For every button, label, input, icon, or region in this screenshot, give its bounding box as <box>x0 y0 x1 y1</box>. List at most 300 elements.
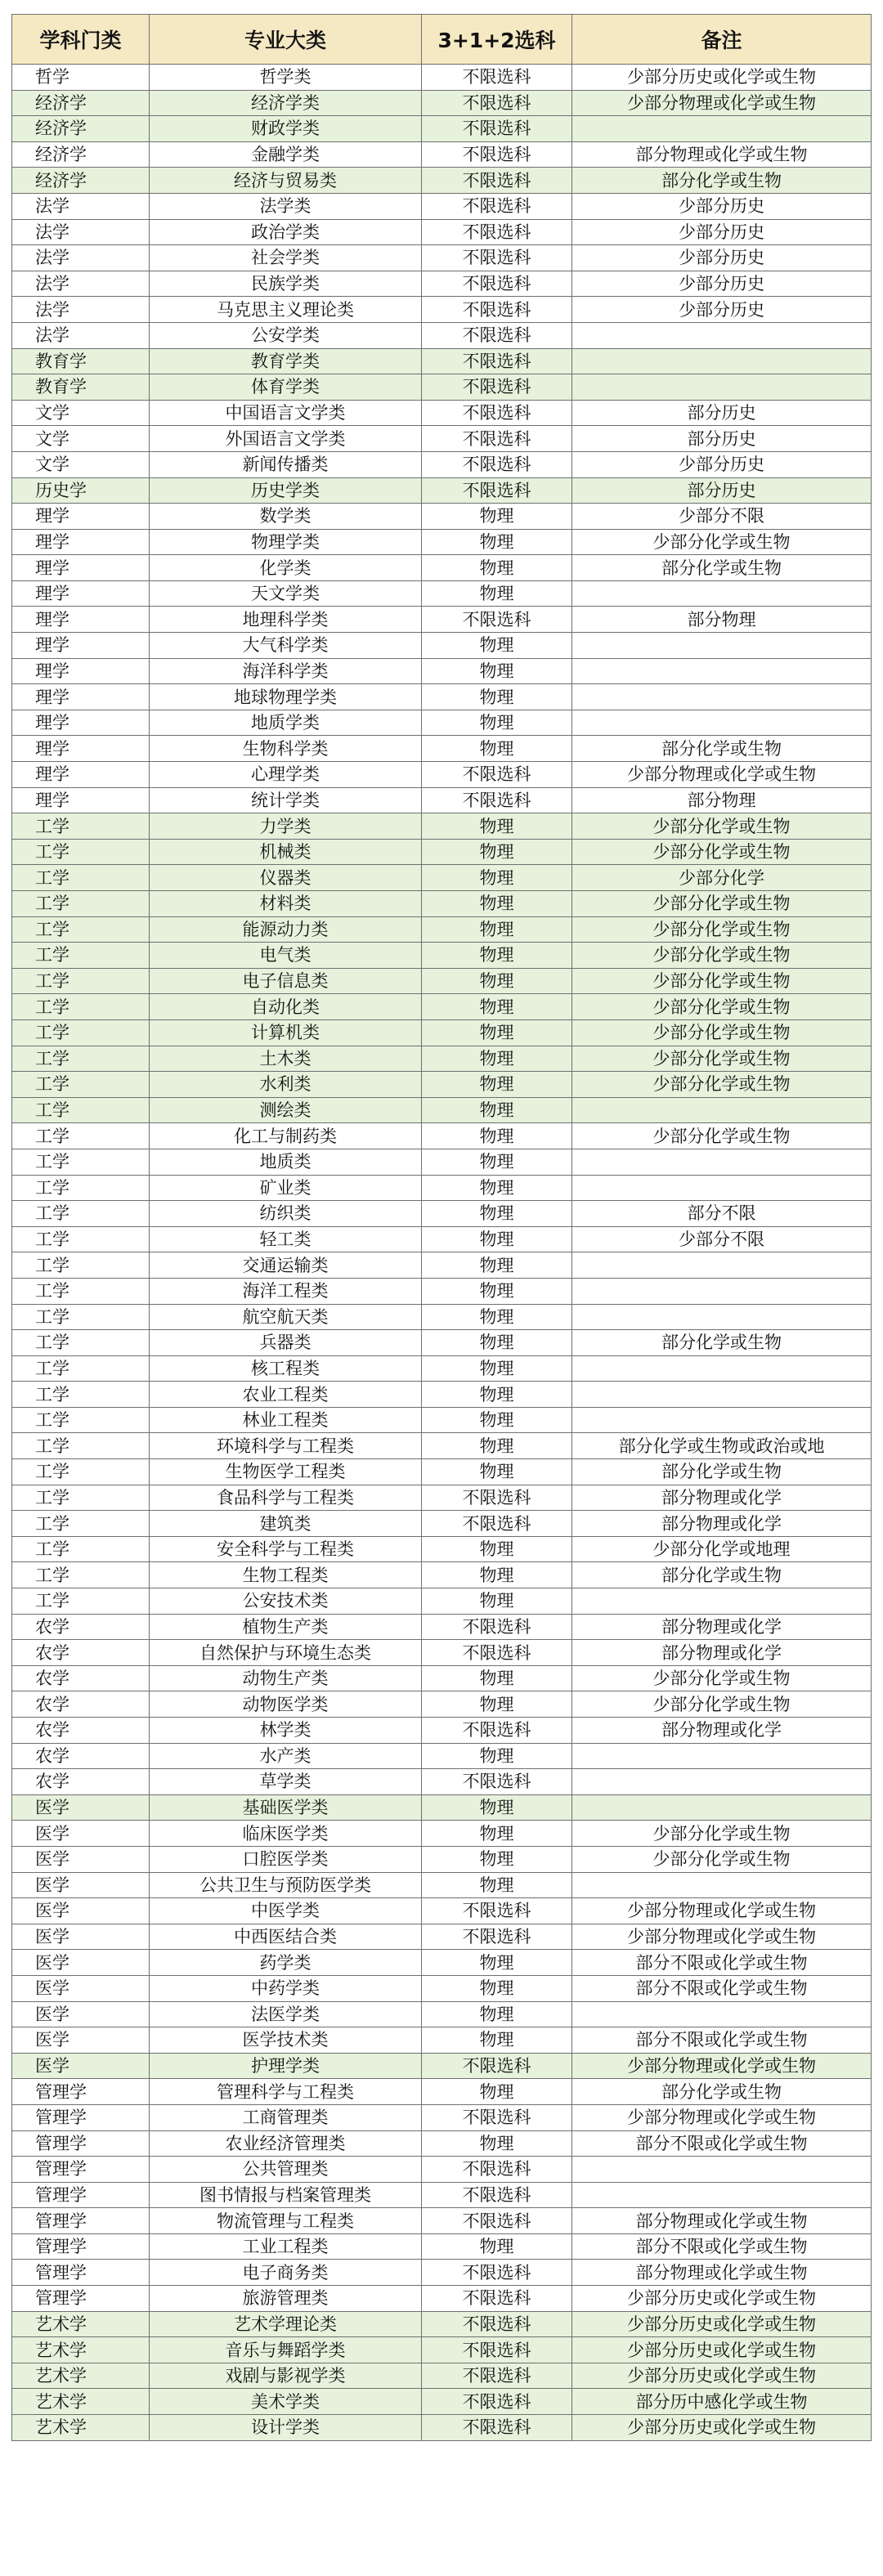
cell-remarks: 少部分化学或生物 <box>572 1019 872 1046</box>
cell-subject-selection: 物理 <box>422 1175 572 1201</box>
table-row <box>12 865 872 891</box>
cell-remarks <box>572 1794 872 1821</box>
cell-discipline: 理学 <box>12 658 150 684</box>
cell-discipline: 管理学 <box>12 2079 150 2105</box>
cell-remarks <box>572 633 872 659</box>
cell-discipline: 农学 <box>12 1614 150 1640</box>
cell-remarks <box>572 2001 872 2027</box>
table-row <box>12 2053 872 2079</box>
cell-major-category: 工业工程类 <box>150 2233 422 2260</box>
cell-discipline: 理学 <box>12 633 150 659</box>
cell-subject-selection: 不限选科 <box>422 2389 572 2415</box>
cell-discipline: 教育学 <box>12 374 150 401</box>
cell-remarks <box>572 1872 872 1898</box>
cell-subject-selection: 物理 <box>422 1355 572 1382</box>
cell-remarks <box>572 658 872 684</box>
cell-discipline: 医学 <box>12 2053 150 2079</box>
cell-discipline: 艺术学 <box>12 2337 150 2363</box>
cell-major-category: 大气科学类 <box>150 633 422 659</box>
cell-discipline: 工学 <box>12 1304 150 1330</box>
cell-remarks: 部分物理或化学或生物 <box>572 2260 872 2286</box>
cell-remarks <box>572 116 872 142</box>
table-row <box>12 400 872 426</box>
cell-discipline: 农学 <box>12 1718 150 1744</box>
cell-discipline: 艺术学 <box>12 2415 150 2441</box>
cell-subject-selection: 不限选科 <box>422 787 572 813</box>
cell-subject-selection: 物理 <box>422 2027 572 2054</box>
cell-discipline: 工学 <box>12 1123 150 1149</box>
cell-subject-selection: 物理 <box>422 2079 572 2105</box>
cell-major-category: 工商管理类 <box>150 2104 422 2130</box>
cell-major-category: 公共卫生与预防医学类 <box>150 1872 422 1898</box>
cell-discipline: 工学 <box>12 1330 150 1356</box>
cell-major-category: 金融学类 <box>150 141 422 168</box>
cell-subject-selection: 不限选科 <box>422 219 572 245</box>
cell-discipline: 农学 <box>12 1743 150 1769</box>
cell-major-category: 农业工程类 <box>150 1382 422 1408</box>
table-row <box>12 1382 872 1408</box>
cell-remarks: 部分化学或生物 <box>572 1330 872 1356</box>
cell-discipline: 经济学 <box>12 141 150 168</box>
table-row <box>12 684 872 710</box>
cell-remarks: 少部分不限 <box>572 1226 872 1252</box>
cell-remarks <box>572 1769 872 1795</box>
cell-subject-selection: 不限选科 <box>422 1924 572 1950</box>
table-row <box>12 1330 872 1356</box>
cell-remarks: 部分物理或化学或生物 <box>572 2208 872 2234</box>
cell-major-category: 植物生产类 <box>150 1614 422 1640</box>
table-row <box>12 271 872 297</box>
cell-discipline: 农学 <box>12 1640 150 1666</box>
cell-discipline: 文学 <box>12 400 150 426</box>
table-row <box>12 1691 872 1718</box>
cell-subject-selection: 不限选科 <box>422 2311 572 2337</box>
cell-discipline: 工学 <box>12 1382 150 1408</box>
cell-remarks: 部分历史 <box>572 400 872 426</box>
cell-remarks: 部分化学或生物 <box>572 555 872 581</box>
table-row <box>12 1123 872 1149</box>
table-row <box>12 504 872 530</box>
cell-remarks: 少部分历史 <box>572 451 872 477</box>
cell-subject-selection: 不限选科 <box>422 1898 572 1924</box>
header-subject-selection: 3+1+2选科 <box>422 15 572 65</box>
cell-major-category: 物流管理与工程类 <box>150 2208 422 2234</box>
cell-subject-selection: 不限选科 <box>422 1718 572 1744</box>
cell-discipline: 管理学 <box>12 2208 150 2234</box>
cell-subject-selection: 物理 <box>422 1794 572 1821</box>
cell-remarks <box>572 1407 872 1433</box>
table-row <box>12 891 872 917</box>
table-row <box>12 1252 872 1279</box>
cell-discipline: 法学 <box>12 297 150 323</box>
cell-remarks: 部分化学或生物 <box>572 736 872 762</box>
cell-subject-selection: 不限选科 <box>422 477 572 504</box>
cell-subject-selection: 不限选科 <box>422 2260 572 2286</box>
cell-subject-selection: 物理 <box>422 1562 572 1588</box>
cell-major-category: 地球物理学类 <box>150 684 422 710</box>
table-row <box>12 451 872 477</box>
cell-subject-selection: 物理 <box>422 1278 572 1304</box>
cell-subject-selection: 物理 <box>422 736 572 762</box>
cell-subject-selection: 不限选科 <box>422 322 572 348</box>
cell-remarks: 少部分历史或化学或生物 <box>572 2311 872 2337</box>
cell-subject-selection: 物理 <box>422 891 572 917</box>
cell-major-category: 自然保护与环境生态类 <box>150 1640 422 1666</box>
cell-subject-selection: 物理 <box>422 1536 572 1562</box>
cell-subject-selection: 物理 <box>422 943 572 969</box>
cell-discipline: 管理学 <box>12 2104 150 2130</box>
table-row <box>12 1175 872 1201</box>
cell-discipline: 法学 <box>12 322 150 348</box>
cell-discipline: 工学 <box>12 865 150 891</box>
cell-major-category: 草学类 <box>150 1769 422 1795</box>
cell-discipline: 工学 <box>12 1019 150 1046</box>
table-row <box>12 994 872 1020</box>
cell-major-category: 纺织类 <box>150 1201 422 1227</box>
cell-remarks: 部分物理或化学或生物 <box>572 141 872 168</box>
cell-subject-selection: 物理 <box>422 1330 572 1356</box>
cell-remarks: 部分化学或生物 <box>572 2079 872 2105</box>
cell-subject-selection: 不限选科 <box>422 1769 572 1795</box>
table-row <box>12 813 872 840</box>
cell-subject-selection: 不限选科 <box>422 65 572 91</box>
cell-remarks: 少部分历史或化学或生物 <box>572 2363 872 2389</box>
cell-remarks <box>572 1743 872 1769</box>
cell-discipline: 工学 <box>12 943 150 969</box>
cell-discipline: 理学 <box>12 607 150 633</box>
cell-major-category: 口腔医学类 <box>150 1846 422 1872</box>
cell-remarks: 少部分历史或化学或生物 <box>572 65 872 91</box>
cell-subject-selection: 物理 <box>422 633 572 659</box>
table-row <box>12 1924 872 1950</box>
table-row <box>12 2001 872 2027</box>
table-row <box>12 297 872 323</box>
table-row <box>12 1562 872 1588</box>
cell-discipline: 农学 <box>12 1769 150 1795</box>
cell-subject-selection: 物理 <box>422 865 572 891</box>
table-row <box>12 2311 872 2337</box>
cell-subject-selection: 物理 <box>422 1304 572 1330</box>
table-row <box>12 348 872 374</box>
cell-remarks <box>572 1278 872 1304</box>
cell-major-category: 生物工程类 <box>150 1562 422 1588</box>
cell-discipline: 理学 <box>12 529 150 555</box>
cell-major-category: 马克思主义理论类 <box>150 297 422 323</box>
cell-major-category: 海洋工程类 <box>150 1278 422 1304</box>
cell-subject-selection: 物理 <box>422 1872 572 1898</box>
cell-subject-selection: 不限选科 <box>422 2208 572 2234</box>
table-row <box>12 2208 872 2234</box>
cell-major-category: 力学类 <box>150 813 422 840</box>
cell-subject-selection: 不限选科 <box>422 2053 572 2079</box>
cell-discipline: 文学 <box>12 426 150 452</box>
cell-remarks: 少部分化学或生物 <box>572 1821 872 1847</box>
cell-remarks: 少部分化学或生物 <box>572 839 872 865</box>
table-row <box>12 2182 872 2208</box>
table-row <box>12 1718 872 1744</box>
table-row <box>12 710 872 736</box>
cell-subject-selection: 不限选科 <box>422 297 572 323</box>
cell-discipline: 经济学 <box>12 116 150 142</box>
cell-discipline: 工学 <box>12 1201 150 1227</box>
cell-discipline: 文学 <box>12 451 150 477</box>
cell-remarks <box>572 1304 872 1330</box>
cell-discipline: 工学 <box>12 916 150 943</box>
cell-remarks: 部分物理或化学 <box>572 1718 872 1744</box>
cell-subject-selection: 物理 <box>422 1407 572 1433</box>
cell-major-category: 建筑类 <box>150 1511 422 1537</box>
cell-major-category: 音乐与舞蹈学类 <box>150 2337 422 2363</box>
cell-subject-selection: 物理 <box>422 2001 572 2027</box>
header-remarks: 备注 <box>572 15 872 65</box>
cell-major-category: 林业工程类 <box>150 1407 422 1433</box>
cell-discipline: 工学 <box>12 891 150 917</box>
header-major-category: 专业大类 <box>150 15 422 65</box>
cell-discipline: 工学 <box>12 1226 150 1252</box>
cell-remarks: 少部分历史 <box>572 193 872 219</box>
cell-subject-selection: 物理 <box>422 968 572 994</box>
cell-major-category: 哲学类 <box>150 65 422 91</box>
cell-discipline: 医学 <box>12 2027 150 2054</box>
cell-discipline: 工学 <box>12 1459 150 1485</box>
cell-remarks: 部分不限或化学或生物 <box>572 2027 872 2054</box>
cell-discipline: 农学 <box>12 1691 150 1718</box>
table-row <box>12 1019 872 1046</box>
cell-major-category: 设计学类 <box>150 2415 422 2441</box>
cell-major-category: 统计学类 <box>150 787 422 813</box>
cell-major-category: 药学类 <box>150 1950 422 1976</box>
cell-discipline: 管理学 <box>12 2130 150 2157</box>
cell-major-category: 水产类 <box>150 1743 422 1769</box>
cell-remarks: 部分物理 <box>572 607 872 633</box>
cell-subject-selection: 不限选科 <box>422 141 572 168</box>
cell-major-category: 仪器类 <box>150 865 422 891</box>
cell-discipline: 法学 <box>12 271 150 297</box>
table-row <box>12 2130 872 2157</box>
cell-subject-selection: 不限选科 <box>422 2415 572 2441</box>
table-row <box>12 2337 872 2363</box>
cell-remarks <box>572 1382 872 1408</box>
cell-discipline: 工学 <box>12 1252 150 1279</box>
cell-remarks: 少部分化学或生物 <box>572 1123 872 1149</box>
cell-discipline: 艺术学 <box>12 2363 150 2389</box>
table-row <box>12 219 872 245</box>
table-row <box>12 2027 872 2054</box>
table-row <box>12 736 872 762</box>
cell-subject-selection: 物理 <box>422 1201 572 1227</box>
cell-subject-selection: 物理 <box>422 684 572 710</box>
cell-remarks: 少部分历史 <box>572 271 872 297</box>
cell-remarks: 部分化学或生物或政治或地 <box>572 1433 872 1459</box>
cell-major-category: 动物医学类 <box>150 1691 422 1718</box>
cell-major-category: 核工程类 <box>150 1355 422 1382</box>
cell-subject-selection: 不限选科 <box>422 2104 572 2130</box>
cell-remarks <box>572 322 872 348</box>
cell-discipline: 工学 <box>12 1562 150 1588</box>
table-row <box>12 2233 872 2260</box>
cell-subject-selection: 物理 <box>422 994 572 1020</box>
cell-remarks: 部分物理或化学 <box>572 1511 872 1537</box>
table-row <box>12 1536 872 1562</box>
cell-major-category: 生物医学工程类 <box>150 1459 422 1485</box>
cell-remarks: 少部分化学或生物 <box>572 529 872 555</box>
cell-remarks: 部分物理 <box>572 787 872 813</box>
cell-major-category: 生物科学类 <box>150 736 422 762</box>
cell-subject-selection: 不限选科 <box>422 374 572 401</box>
cell-subject-selection: 不限选科 <box>422 1511 572 1537</box>
cell-major-category: 体育学类 <box>150 374 422 401</box>
cell-remarks <box>572 1097 872 1123</box>
cell-major-category: 基础医学类 <box>150 1794 422 1821</box>
cell-subject-selection: 不限选科 <box>422 1614 572 1640</box>
table-row <box>12 322 872 348</box>
cell-major-category: 轻工类 <box>150 1226 422 1252</box>
cell-remarks: 少部分化学或生物 <box>572 813 872 840</box>
cell-major-category: 法医学类 <box>150 2001 422 2027</box>
cell-subject-selection: 不限选科 <box>422 245 572 271</box>
cell-subject-selection: 不限选科 <box>422 607 572 633</box>
cell-major-category: 经济学类 <box>150 90 422 116</box>
table-row <box>12 1355 872 1382</box>
cell-major-category: 自动化类 <box>150 994 422 1020</box>
cell-remarks: 少部分化学或生物 <box>572 1046 872 1072</box>
cell-subject-selection: 物理 <box>422 1950 572 1976</box>
cell-subject-selection: 物理 <box>422 1123 572 1149</box>
cell-subject-selection: 物理 <box>422 529 572 555</box>
cell-discipline: 理学 <box>12 504 150 530</box>
cell-major-category: 财政学类 <box>150 116 422 142</box>
cell-major-category: 测绘类 <box>150 1097 422 1123</box>
cell-discipline: 理学 <box>12 736 150 762</box>
table-row <box>12 1665 872 1691</box>
table-row <box>12 168 872 194</box>
header-row <box>12 15 872 65</box>
cell-remarks: 部分历史 <box>572 426 872 452</box>
cell-major-category: 地理科学类 <box>150 607 422 633</box>
cell-major-category: 机械类 <box>150 839 422 865</box>
cell-subject-selection: 物理 <box>422 1743 572 1769</box>
cell-subject-selection: 不限选科 <box>422 168 572 194</box>
cell-subject-selection: 物理 <box>422 1149 572 1175</box>
cell-remarks <box>572 710 872 736</box>
table-row <box>12 787 872 813</box>
cell-subject-selection: 物理 <box>422 710 572 736</box>
cell-subject-selection: 物理 <box>422 1821 572 1847</box>
cell-subject-selection: 物理 <box>422 504 572 530</box>
cell-discipline: 工学 <box>12 1278 150 1304</box>
cell-remarks: 少部分化学或地理 <box>572 1536 872 1562</box>
cell-subject-selection: 物理 <box>422 2130 572 2157</box>
cell-remarks: 部分不限 <box>572 1201 872 1227</box>
header-discipline: 学科门类 <box>12 15 150 65</box>
cell-remarks <box>572 2157 872 2183</box>
cell-discipline: 工学 <box>12 994 150 1020</box>
cell-major-category: 计算机类 <box>150 1019 422 1046</box>
cell-major-category: 天文学类 <box>150 580 422 607</box>
cell-subject-selection: 物理 <box>422 916 572 943</box>
cell-remarks <box>572 374 872 401</box>
cell-major-category: 交通运输类 <box>150 1252 422 1279</box>
cell-remarks: 部分历中感化学或生物 <box>572 2389 872 2415</box>
table-row <box>12 1433 872 1459</box>
cell-remarks <box>572 1175 872 1201</box>
cell-subject-selection: 物理 <box>422 1691 572 1718</box>
cell-subject-selection: 物理 <box>422 1665 572 1691</box>
table-row <box>12 2079 872 2105</box>
cell-subject-selection: 不限选科 <box>422 2182 572 2208</box>
cell-discipline: 法学 <box>12 245 150 271</box>
cell-discipline: 医学 <box>12 1821 150 1847</box>
cell-discipline: 医学 <box>12 1794 150 1821</box>
cell-remarks: 少部分化学或生物 <box>572 994 872 1020</box>
cell-subject-selection: 不限选科 <box>422 1485 572 1511</box>
table-row <box>12 1149 872 1175</box>
cell-major-category: 公共管理类 <box>150 2157 422 2183</box>
table-row <box>12 1459 872 1485</box>
cell-discipline: 农学 <box>12 1665 150 1691</box>
cell-remarks: 少部分化学或生物 <box>572 1072 872 1098</box>
cell-major-category: 经济与贸易类 <box>150 168 422 194</box>
table-row <box>12 1898 872 1924</box>
cell-discipline: 医学 <box>12 1924 150 1950</box>
cell-major-category: 地质类 <box>150 1149 422 1175</box>
table-row <box>12 1821 872 1847</box>
cell-subject-selection: 不限选科 <box>422 2363 572 2389</box>
cell-remarks: 少部分化学 <box>572 865 872 891</box>
cell-discipline: 管理学 <box>12 2233 150 2260</box>
cell-major-category: 美术学类 <box>150 2389 422 2415</box>
cell-major-category: 电子商务类 <box>150 2260 422 2286</box>
cell-remarks: 少部分化学或生物 <box>572 1846 872 1872</box>
cell-major-category: 安全科学与工程类 <box>150 1536 422 1562</box>
table-row <box>12 658 872 684</box>
table-row <box>12 1950 872 1976</box>
cell-discipline: 理学 <box>12 555 150 581</box>
cell-discipline: 医学 <box>12 1872 150 1898</box>
cell-major-category: 数学类 <box>150 504 422 530</box>
cell-discipline: 艺术学 <box>12 2389 150 2415</box>
cell-major-category: 戏剧与影视学类 <box>150 2363 422 2389</box>
cell-remarks: 少部分历史或化学或生物 <box>572 2337 872 2363</box>
cell-subject-selection: 物理 <box>422 555 572 581</box>
cell-major-category: 临床医学类 <box>150 1821 422 1847</box>
cell-major-category: 医学技术类 <box>150 2027 422 2054</box>
cell-discipline: 经济学 <box>12 168 150 194</box>
table-row <box>12 1226 872 1252</box>
cell-subject-selection: 物理 <box>422 1226 572 1252</box>
cell-discipline: 工学 <box>12 813 150 840</box>
cell-remarks: 少部分化学或生物 <box>572 1665 872 1691</box>
cell-major-category: 兵器类 <box>150 1330 422 1356</box>
cell-major-category: 民族学类 <box>150 271 422 297</box>
cell-major-category: 新闻传播类 <box>150 451 422 477</box>
cell-major-category: 心理学类 <box>150 762 422 788</box>
cell-discipline: 工学 <box>12 1097 150 1123</box>
table-row <box>12 1201 872 1227</box>
cell-discipline: 医学 <box>12 1950 150 1976</box>
table-row <box>12 2104 872 2130</box>
cell-remarks <box>572 684 872 710</box>
table-row <box>12 1769 872 1795</box>
table-row <box>12 1975 872 2001</box>
cell-major-category: 环境科学与工程类 <box>150 1433 422 1459</box>
table-row <box>12 555 872 581</box>
cell-discipline: 工学 <box>12 1485 150 1511</box>
table-row <box>12 1588 872 1615</box>
cell-major-category: 管理科学与工程类 <box>150 2079 422 2105</box>
cell-discipline: 艺术学 <box>12 2311 150 2337</box>
table-row <box>12 1278 872 1304</box>
